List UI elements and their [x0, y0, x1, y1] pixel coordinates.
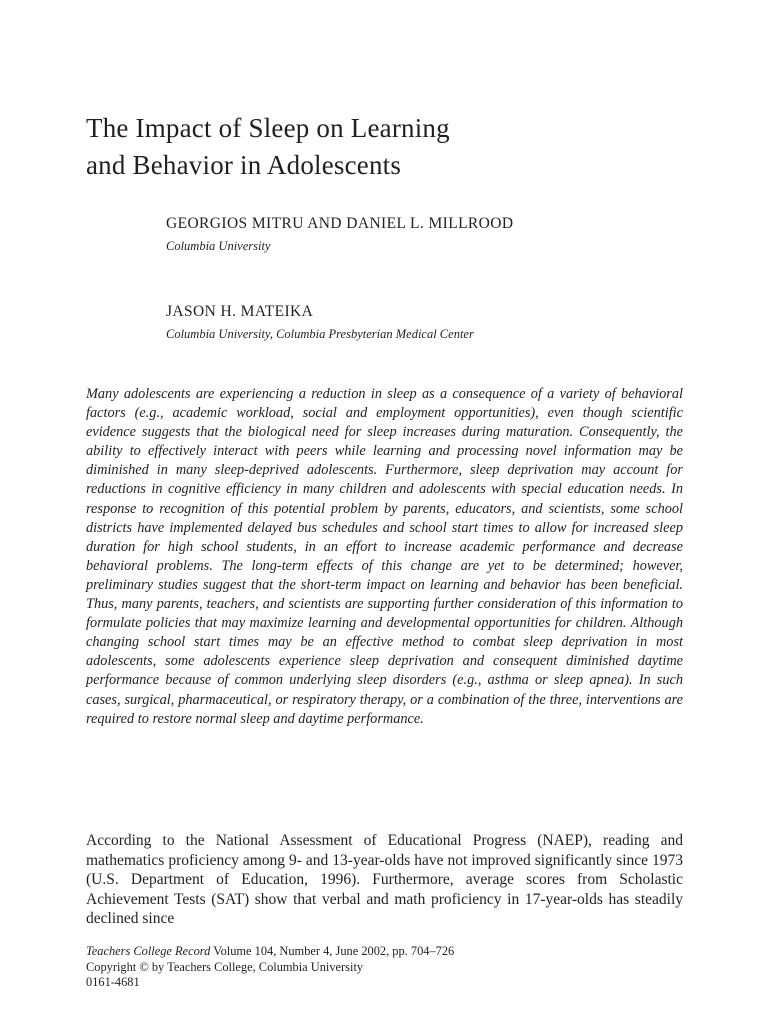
author-names: JASON H. MATEIKA	[166, 303, 314, 320]
issn: 0161-4681	[86, 975, 140, 989]
author-group-2	[166, 302, 474, 343]
journal-citation	[86, 944, 454, 960]
footer	[86, 944, 454, 991]
article-title	[86, 110, 646, 184]
author-affiliation: Columbia University	[166, 239, 271, 253]
author-affiliation: Columbia University, Columbia Presbyterian Medical Center	[166, 327, 474, 341]
citation-details: Volume 104, Number 4, June 2002, pp. 704–726	[210, 944, 455, 958]
author-names: GEORGIOS MITRU AND DANIEL L. MILLROOD	[166, 215, 514, 232]
abstract: Many adolescents are experiencing a reduction in sleep as a consequence of a variety of behavioral factors (e.g., academic workload, social and employment opportunities), even though scientific evidence suggests that the biological need for sleep increases during maturation. Consequently, the ability to effectively interact with peers while learning and processing novel information may be diminished in many sleep-deprived adolescents. Furthermore, sleep deprivation may account for reductions in cognitive efficiency in many children and adolescents with special education needs. In response to recognition of this potential problem by parents, educators, and scientists, some school districts have implemented delayed bus schedules and school start times to allow for increased sleep duration for high school students, in an effort to increase academic performance and decrease behavioral problems. The long-term effects of this change are yet to be determined; however, preliminary studies suggest that the short-term impact on learning and behavior has been beneficial. Thus, many parents, teachers, and scientists are supporting further consideration of this information to formulate policies that may maximize learning and developmental opportunities for children. Although changing school start times may be an effective method to combat sleep deprivation in most adolescents, some adolescents experience sleep deprivation and consequent diminished daytime performance because of common underlying sleep disorders (e.g., asthma or sleep apnea). In such cases, surgical, pharmaceutical, or respiratory therapy, or a combination of the three, interventions are required to restore normal sleep and daytime performance.	[86, 386, 683, 727]
body-paragraph: According to the National Assessment of Educational Progress (NAEP), reading and mathematics proficiency among 9- and 13-year-olds have not improved significantly since 1973 (U.S. Department of Education, 1996). Furthermore, average scores from Scholastic Achievement Tests (SAT) show that verbal and math proficiency in 17-year-olds has steadily declined since	[86, 832, 683, 928]
author-group-1	[166, 214, 513, 255]
copyright-line: Copyright © by Teachers College, Columbia University	[86, 959, 364, 974]
title-line-2: and Behavior in Adolescents	[86, 150, 402, 180]
journal-name: Teachers College Record	[86, 944, 211, 958]
title-line-1: The Impact of Sleep on Learning	[86, 113, 450, 143]
